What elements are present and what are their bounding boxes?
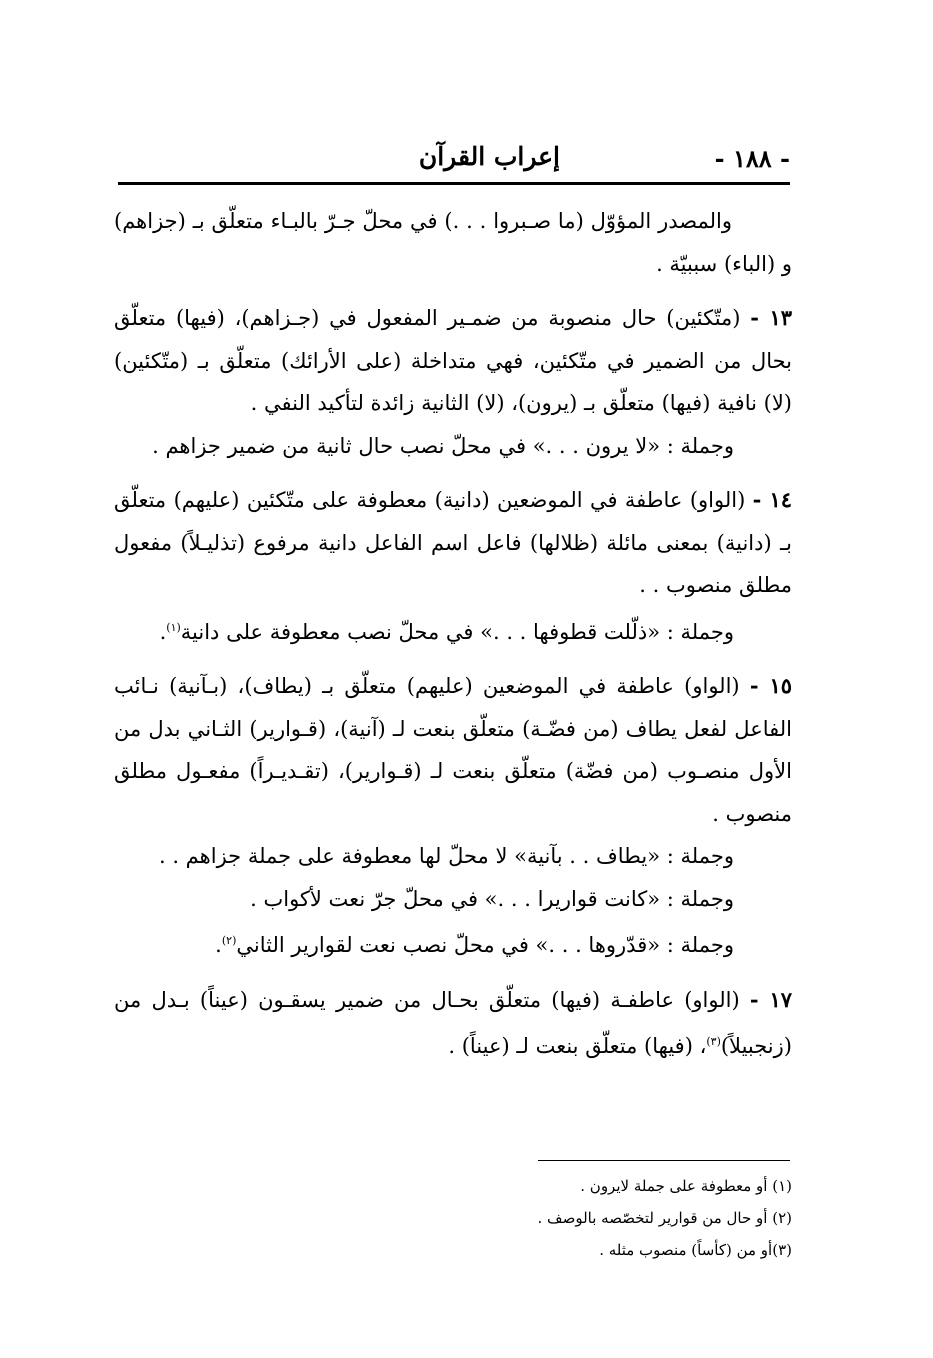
verse-number-15: ١٥ - [749, 673, 792, 698]
header-rule [118, 182, 790, 185]
footnote-marker-1: (١) [166, 620, 181, 634]
paragraph-17 [114, 979, 792, 1068]
paragraph-17-text-b: ، (فيها) متعلّق بنعت لـ (عيناً) . [448, 1034, 707, 1058]
paragraph-14-text: (الواو) عاطفة في الموضعين (دانية) معطوفة على متّكئين (عليهم) متعلّق بـ (دانية) بمعنى مائلة (ظلالها) فاعل اسم الفاعل دانية مرفوع (تذليـلاً) مفعول مطلق منصوب . . [114, 488, 792, 597]
verse-number-14: ١٤ - [752, 487, 792, 512]
paragraph-gap [114, 285, 792, 297]
paragraph-13 [114, 297, 792, 425]
footnote-3: (٣)أو من (كأساً) منصوب مثله . [599, 1241, 792, 1259]
footnote-rule [538, 1160, 790, 1161]
sentence-note-15-3-text: وجملة : «قدّروها . . .» في محلّ نصب نعت لقوارير الثاني [236, 933, 734, 957]
sentence-note-14-1 [114, 607, 792, 654]
page-header [118, 140, 790, 180]
verse-number-13: ١٣ - [750, 305, 792, 330]
footnotes [300, 1170, 792, 1266]
footnote-marker-2: (٢) [221, 934, 237, 947]
sentence-note-13-1: وجملة : «لا يرون . . .» في محلّ نصب حال ثانية من ضمير جزاهم . [152, 433, 734, 458]
paragraph-13-text: (متّكئين) حال منصوبة من ضمـير المفعول في (جـزاهم)، (فيها) متعلّق بحال من الضمير في متّكئين، فهي متداخلة (على الأرائك) متعلّق بـ (متّكئين) (لا) نافية (فيها) متعلّق بـ (يرون)، (لا) الثانية زائدة لتأكيد النفي . [114, 306, 792, 415]
paragraph-15-text: (الواو) عاطفة في الموضعين (عليهم) متعلّق بـ (يطاف)، (بـآنية) نـائب الفاعل لفعل يطاف (من فضّـة) متعلّق بنعت لـ (آنية)، (قـوارير) الثـاني بدل من الأول منصـوب (من فضّة) متعلّق بنعت لـ (قـوارير)، (تقـديـراً) مفعـول مطلق منصوب . [114, 674, 792, 826]
main-text [114, 200, 792, 1068]
paragraph-14 [114, 479, 792, 607]
paragraph-15 [114, 665, 792, 835]
sentence-note-15-1: وجملة : «يطاف . . بآنية» لا محلّ لها معطوفة على جملة جزاهم . . [158, 844, 734, 868]
verse-number-17: ١٧ - [749, 986, 793, 1012]
paragraph-gap [114, 467, 792, 479]
paragraph-gap [114, 967, 792, 979]
footnote-2: (٢) أو حال من قوارير لتخصّصه بالوصف . [537, 1209, 792, 1227]
footnote-marker-3: (٣) [706, 1035, 721, 1048]
paragraph-gap [114, 653, 792, 665]
book-title: إعراب القرآن [418, 142, 560, 171]
page-number: - ١٨٨ - [714, 144, 790, 173]
sentence-note-15-3 [114, 920, 792, 967]
sentence-note-15-2: وجملة : «كانت قواريرا . . .» في محلّ جرّ نعت لأكواب . [250, 886, 734, 911]
footnote-1: (١) أو معطوفة على جملة لايرون . [580, 1177, 792, 1195]
paragraph-intro: والمصدر المؤوّل (ما صـبروا . . .) في محلّ جـرّ بالبـاء متعلّق بـ (جزاهم) و (الباء) سببيّة . [114, 209, 792, 276]
sentence-end: . [215, 933, 222, 957]
sentence-end: . [159, 619, 167, 644]
sentence-note-14-1-text: وجملة : «ذلّلت قطوفها . . .» في محلّ نصب معطوفة على دانية [180, 619, 734, 644]
paragraph-17-text-a: (الواو) عاطفـة (فيها) متعلّق بحـال من ضمير يسقـون (عيناً) بـدل من (زنجبيلاً) [114, 987, 792, 1058]
